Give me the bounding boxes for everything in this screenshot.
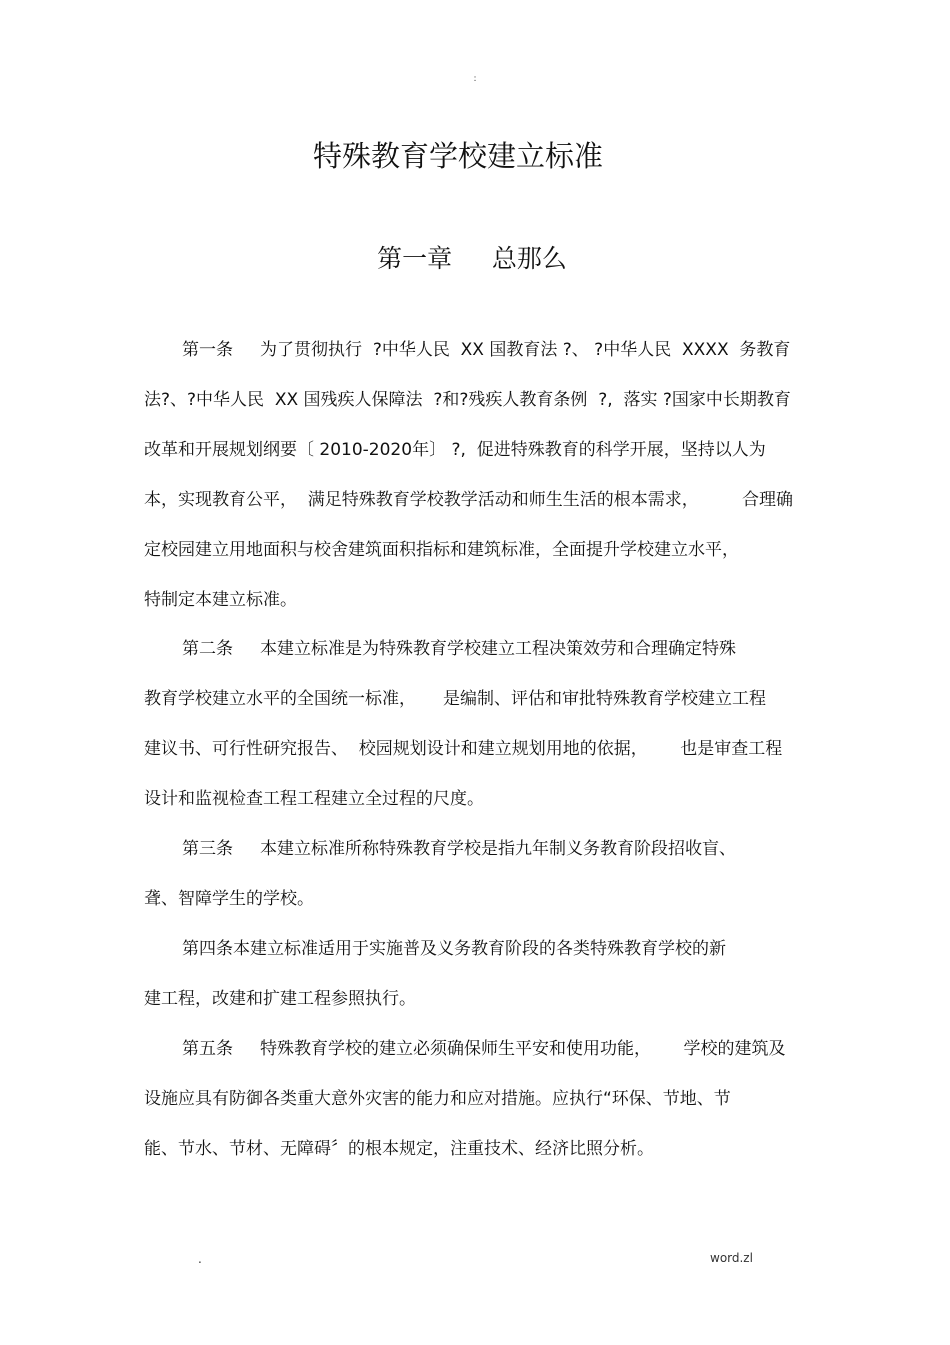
- article-2-line-1: 第二条 本建立标准是为特殊教育学校建立工程决策效劳和合理确定特殊: [182, 639, 737, 659]
- chapter-title: 第一章 总那么: [377, 244, 567, 273]
- document-title: 特殊教育学校建立标准: [312, 139, 603, 173]
- article-2-line-3: 建议书、可行性研究报告、 校园规划设计和建立规划用地的依据， 也是审查工程: [144, 739, 783, 759]
- article-1-line-5: 定校园建立用地面积与校舍建筑面积指标和建筑标准，全面提升学校建立水平，: [144, 540, 739, 560]
- article-1-line-4: 本，实现教育公平， 满足特殊教育学校教学活动和师生生活的根本需求， 合理确: [144, 490, 794, 510]
- article-2-line-4: 设计和监视检查工程工程建立全过程的尺度。: [144, 789, 484, 809]
- article-1-line-1: 第一条 为了贯彻执行 ?中华人民 XX 国教育法 ?、 ?中华人民 XXXX 务教育: [182, 340, 791, 360]
- article-3-line-1: 第三条 本建立标准所称特殊教育学校是指九年制义务教育阶段招收盲、: [182, 839, 737, 859]
- article-4-line-1: 第四条本建立标准适用于实施普及义务教育阶段的各类特殊教育学校的新: [182, 939, 726, 959]
- article-1-line-6: 特制定本建立标准。: [144, 590, 297, 610]
- footer-dot: .: [198, 1252, 202, 1266]
- article-1-line-2: 法?、?中华人民 XX 国残疾人保障法 ?和?残疾人教育条例 ?, 落实 ?国家中长期教育: [144, 390, 791, 410]
- article-5-line-1: 第五条 特殊教育学校的建立必须确保师生平安和使用功能， 学校的建筑及: [182, 1039, 786, 1059]
- article-2-line-2: 教育学校建立水平的全国统一标准， 是编制、评估和审批特殊教育学校建立工程: [144, 689, 767, 709]
- article-1-line-3: 改革和开展规划纲要〔 2010-2020年〕 ?, 促进特殊教育的科学开展，坚持以人为: [144, 440, 766, 460]
- header-mark: :: [473, 74, 477, 84]
- article-4-line-2: 建工程，改建和扩建工程参照执行。: [144, 989, 416, 1009]
- footer-brand: word.zl: [710, 1251, 753, 1265]
- article-5-line-2: 设施应具有防御各类重大意外灾害的能力和应对措施。应执行“环保、节地、节: [144, 1089, 731, 1109]
- article-3-line-2: 聋、智障学生的学校。: [144, 889, 314, 909]
- article-5-line-3: 能、节水、节材、无障碍〞的根本规定，注重技术、经济比照分析。: [144, 1139, 654, 1159]
